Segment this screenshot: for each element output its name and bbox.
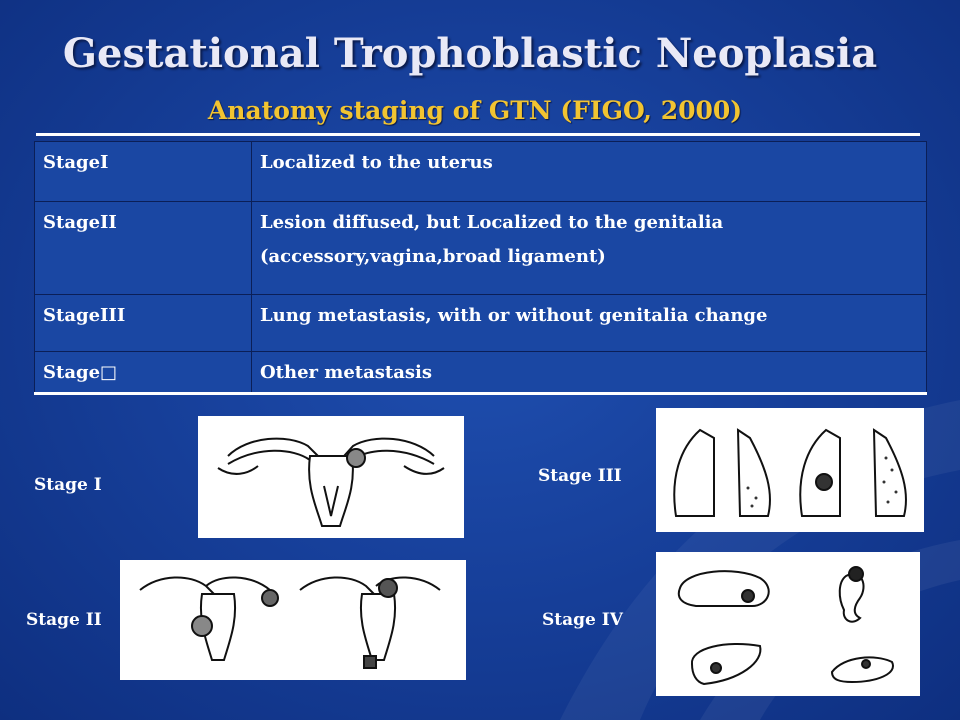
stage-iv-organs-image	[656, 552, 920, 696]
stage-iii-lungs-image	[656, 408, 924, 532]
stage-i-label: Stage I	[34, 475, 102, 495]
description-line-2: (accessory,vagina,broad ligament)	[260, 246, 606, 267]
stage-cell: StageIII	[35, 295, 252, 352]
table-row	[35, 352, 927, 394]
description-cell	[252, 142, 927, 202]
divider-rule	[36, 133, 920, 136]
stage-cell: StageI	[35, 142, 252, 202]
stage-iii-label: Stage III	[538, 466, 622, 486]
page-subtitle: Anatomy staging of GTN (FIGO, 2000)	[207, 96, 743, 125]
stage-ii-uterus-image	[120, 560, 466, 680]
staging-table	[34, 141, 927, 395]
table-row	[35, 295, 927, 352]
stage-cell: Stage□	[35, 352, 252, 394]
table-row	[35, 202, 927, 295]
page-title: Gestational Trophoblastic Neoplasia	[62, 30, 878, 77]
description-line: Localized to the uterus	[260, 152, 493, 173]
description-line: Lesion diffused, but Localized to the genitalia	[260, 212, 724, 233]
stage-ii-label: Stage II	[26, 610, 102, 630]
description-cell	[252, 295, 927, 352]
stage-i-uterus-image	[198, 416, 464, 538]
description-cell	[252, 202, 927, 295]
description-line: Lung metastasis, with or without genitalia change	[260, 305, 768, 326]
stage-cell: StageII	[35, 202, 252, 295]
description-cell	[252, 352, 927, 394]
stage-iv-label: Stage IV	[542, 610, 623, 630]
table-row	[35, 142, 927, 202]
description-line: Other metastasis	[260, 362, 432, 383]
